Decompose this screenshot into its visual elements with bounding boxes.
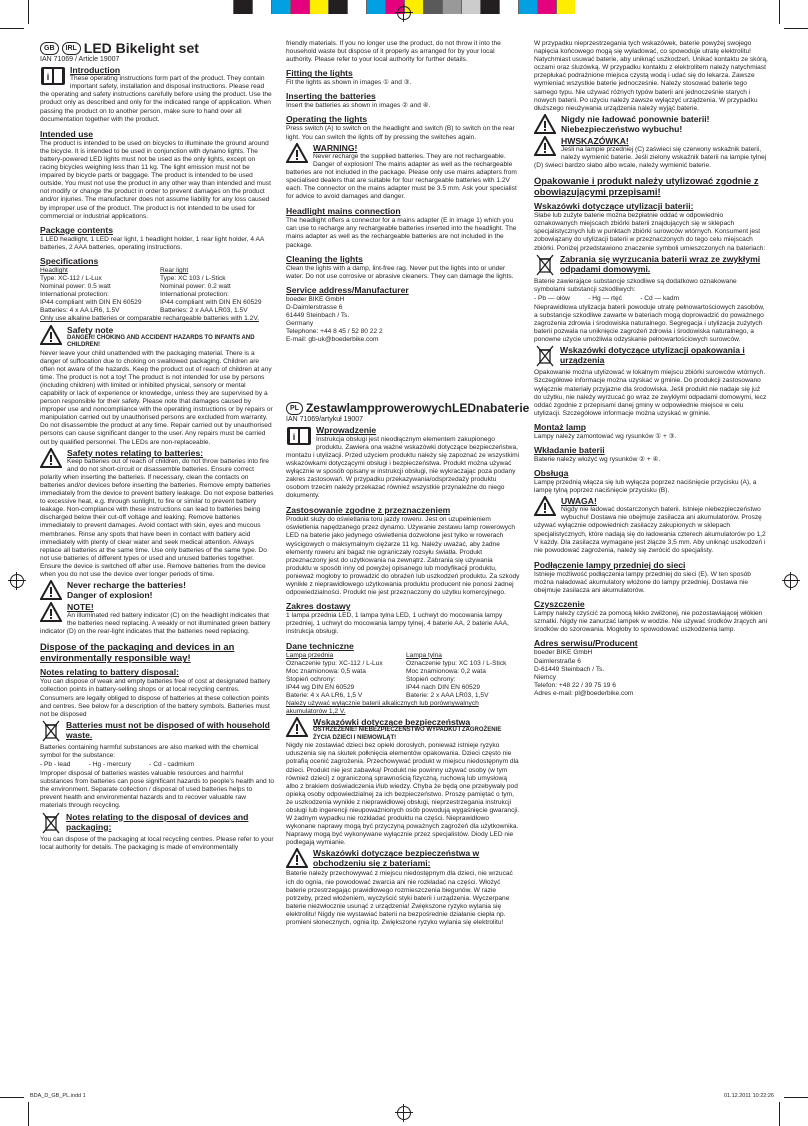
polish-article-number: IAN 71069/artykuł 19007 <box>286 416 364 424</box>
spec-line: Stopień ochrony: <box>286 675 336 683</box>
introduction-heading: Introduction <box>70 65 121 76</box>
wskazowki-bezpieczenstwa-heading: Wskazówki dotyczące bezpieczeństwa <box>313 717 471 728</box>
registration-mark-bottom <box>397 1106 411 1120</box>
column-english-1 <box>40 40 274 853</box>
color-swatch <box>271 0 290 14</box>
safety-note-heading: Safety note <box>67 324 114 335</box>
spec-line: Baterie: 2 x AAA LR03, 1,5V <box>406 691 489 699</box>
operating-heading: Operating the lights <box>286 114 368 125</box>
country-badge-gb: GB <box>40 42 59 55</box>
opakowanie-heading: Opakowanie i produkt należy utylizować zgodnie z obowiązującymi przepisami! <box>534 175 759 198</box>
intended-use-text: The product is intended to be used on bicycles to illuminate the ground around the bicycle. It is intended to be used in conjunction with dynamo lights. The battery-powered LED lights must not be used as the only lights, except on racing bicycles weighing less than 11 kg. The light emission must not be impaired by bicycle parts or baggage. The product is intended to be used outside. You must not use the product in any other way than intended and must not modify or change the product in order to prevent damages on the product and/or injuries. The manufacturer does not assume liability for any loss caused by improper use of the product. The product is not intended to be used for commercial or industrial applications. <box>40 139 271 220</box>
color-swatch <box>309 0 328 14</box>
utylizacja-baterii-text: Słabe lub zużyte baterie można bezpłatnie oddać w odpowiednio oznakowanych miejscach zbiórki baterii znajdujących się w sklepach specjalistycznych lub w punktach zbiórki surowców wtórnych. Konsument jest zobowiązany do utylizacji baterii w przeznaczonych do tego celu miejscach zbiórki. Poniżej przedstawiono znaczenie symboli umieszczonych na bateriach: <box>534 212 766 252</box>
service-address <box>286 296 520 345</box>
adres-serwisu-heading: Adres serwisu/Producent <box>534 638 638 649</box>
montaz-text: Lampy należy zamontować wg rysunków ① + ③. <box>534 432 677 440</box>
svg-text:i: i <box>46 72 50 83</box>
household-waste-text: Batteries containing harmful substances are also marked with the chemical symbol for the substance: <box>40 743 259 759</box>
spec-line: Stopień ochrony: <box>406 675 456 683</box>
crop-mark <box>28 0 29 24</box>
address-line: D-Daimlerstrasse 6 <box>286 303 343 311</box>
crop-mark <box>0 28 24 29</box>
crop-mark <box>28 1102 29 1126</box>
podlaczenie-heading: Podłączenie lampy przedniej do sieci <box>534 559 686 570</box>
intended-use-heading: Intended use <box>40 128 94 139</box>
polish-title <box>286 400 530 416</box>
address-line: Telefon: +48 22 / 39 75 19 6 <box>534 681 616 689</box>
address-line: Germany <box>286 320 314 328</box>
address-line: boeder BIKE GmbH <box>534 649 593 657</box>
safety-note-text: Never leave your child unattended with the packaging material. There is a danger of suffocation due to choking on swallowed packaging. Children are often not aware of the hazards. Keep the product out of reach of children at any time. The product is not a toy! The product is not intended for use by persons (including children) with limited or inhibited physical, sensory or mental capability or lack of experience or knowledge, unless they are supervised by a person responsible for their safety. Please note that damages caused by improper use and noncompliance with the operating instructions or by repairs or manipulation carried out by unauthorised persons are excluded from warranty. Do not disassemble the product at any time. Repair carried out by unauthorised persons can cause significant danger to the user. Any repairs must be carried out by qualified personnel. The LEDs are non-replaceable. <box>40 349 273 446</box>
operating-text: Press switch (A) to switch on the headlight and switch (B) to switch on the rear light. You can switch the lights off by pressing the switches again. <box>286 125 515 141</box>
warning-triangle-icon <box>40 325 62 345</box>
czyszczenie-text: Lampy należy czyścić za pomocą lekko zwilżonej, nie pozostawiającej włókien szmatki. Nigdy nie zanurzać lampek w wodzie. Nie używać środków żrących ani środków do szorowania. Mogłoby to spowodować uszkodzenia lamp. <box>534 610 768 634</box>
country-badge-irl: IRL <box>62 42 81 55</box>
nieprawidlowa-utylizacja-text: Nieprawidłowa utylizacja baterii powoduje utratę pełnowartościowych zasobów, a substancje szkodliwe zawarte w bateriach mogą doprowadzić do poważnego zagrożenia zdrowia i środowiska naturalnego. Segregacja i utylizacja zużytych baterii pozwala na uniknięcie zagrożeń zdrowia i środowiska naturalnego, a ponowne użycie umożliwia odzyskanie pełnowartościowych surowców. <box>534 303 765 344</box>
crossed-bin-icon <box>536 254 554 276</box>
manual-book-icon <box>40 65 66 87</box>
introduction-text: These operating instructions form part of the product. They contain important safety, installation and disposal instructions. Please read the operating and safety instructions carefully before using the product. Use the product only as described and only for the indicated range of application. When passing the product on to another person, make sure to hand over all documentation together with the product. <box>40 75 272 123</box>
cleaning-heading: Cleaning the lights <box>286 253 363 264</box>
package-contents-text: 1 LED headlight, 1 LED rear light, 1 headlight holder, 1 rear light holder, 4 AA batteries, 2 AAA batteries, operating instructions. <box>40 235 264 251</box>
color-swatch <box>518 0 537 14</box>
wprowadzenie-heading: Wprowadzenie <box>316 425 377 436</box>
warning-triangle-icon <box>534 136 556 156</box>
color-swatch <box>347 0 366 14</box>
registration-mark-top <box>397 6 411 20</box>
note-text: An illuminated red battery indicator (C) on the headlight indicates that the batteries need replacing. A weakly or not illuminated green battery indicator (D) on the rear-light indicates that the batteries need replacing. <box>40 612 271 636</box>
chemical-symbols-pl: - Pb — ołów - Hg — rtęć - Cd — kadm <box>534 294 680 302</box>
mains-connection-heading: Headlight mains connection <box>286 206 401 217</box>
column-polish-2 <box>534 40 768 698</box>
address-line: D-61449 Steinbach / Ts. <box>534 665 605 673</box>
spec-lampa-tylna <box>406 652 520 701</box>
color-swatch <box>366 0 385 14</box>
color-swatch <box>480 0 499 14</box>
address-line: Telephone: +44 8 45 / 52 80 22 2 <box>286 328 383 336</box>
dane-note: Należy używać wyłącznie baterii alkalicznych lub porównywalnych akumulatorów 1,2 V. <box>286 700 479 716</box>
adres-serwisu <box>534 649 768 698</box>
crop-mark <box>784 28 808 29</box>
color-swatch <box>499 0 518 14</box>
zakres-dostawy-heading: Zakres dostawy <box>286 601 351 612</box>
zastosowanie-heading: Zastosowanie zgodne z przeznaczeniem <box>286 505 451 516</box>
recharge-warning-line1: Never recharge the batteries! <box>67 580 186 591</box>
dane-techniczne-heading: Dane techniczne <box>286 640 354 651</box>
uwaga-heading: UWAGA! <box>561 496 597 507</box>
spec-line: Type: XC-112 / L-Lux <box>40 274 102 282</box>
recharge-warning-line2: Danger of explosion! <box>67 590 153 601</box>
crop-mark <box>779 0 780 24</box>
wskazowka-heading: HWSKAZÓWKA! <box>561 135 629 146</box>
battery-disposal-text: You can dispose of weak and empty batteries free of cost at designated battery collection points in battery-selling shops or at local recycling centres. Consumers are legally obliged to dispose of batteries at these collection points and centres. See below for a description of the battery symbols. Batteries must not be disposed <box>40 678 271 718</box>
note-heading: NOTE! <box>67 602 94 613</box>
spec-rearlight <box>160 267 274 316</box>
mains-connection-text: The headlight offers a connector for a mains adapter (E in image 1) which you can use to recharge any rechargeable batteries inserted into the headlight. The mains adapter as well as the rechargeable batteries are not included in the package. <box>286 217 517 249</box>
spec-line: IP44 compliant with DIN EN 60529 <box>40 299 142 307</box>
title-text: LED Bikelight set <box>83 40 199 56</box>
spec-line: Oznaczenie typu: XC 103 / L-Stick <box>406 659 507 667</box>
crossed-bin-icon <box>536 345 554 367</box>
spec-line: Baterie: 4 x AA LR6, 1,5 V <box>286 691 363 699</box>
battery-safety-text: Keep batteries out of reach of children, do not throw batteries into fire and do not short-circuit or disassemble batteries. Ensure correct polarity when inserting the batteries. If necessary, clean the contacts on batteries and/or devices before inserting the batteries. Remove empty batteries immediately from the device to prevent battery leakage. Do not expose batteries to excessive heat, e.g. through sunlight, to fire or similar to prevent battery leakage. Non-compliance with these instructions can lead to batteries being discharged below their cut-off voltage and leaking. Remove batteries immediately to prevent damages. Avoid contact with skin, eyes and mucous membranes. Rinse any spots that have been in contact with battery acid immediately with plenty of clear water and seek medical attention. Always replace all batteries at the same time. Use only batteries of the same type. Do not use batteries of different types or used and unused batteries together. Ensure the device is switched off after use. Remove batteries from the device when you do not use the device over longer periods of time. <box>40 457 274 578</box>
column-english-polish <box>286 40 530 928</box>
obsluga-heading: Obsługa <box>534 468 569 479</box>
country-badge-pl: PL <box>286 402 303 415</box>
spec-headlight <box>40 267 154 316</box>
footer-timestamp: 01.12.2011 10:22:26 <box>723 1093 774 1099</box>
disposal-heading: Dispose of the packaging and devices in an environmentally responsible way! <box>40 641 235 664</box>
warning-triangle-icon <box>534 114 556 134</box>
color-swatch <box>556 0 575 14</box>
zabrania-text: Baterie zawierające substancje szkodliwe są dodatkowo oznakowane symbolami substancji szkodliwych: <box>534 277 737 293</box>
safety-note-subheading: DANGER! CHOKING AND ACCIDENT HAZARDS TO INFANTS AND CHILDREN! <box>67 334 255 349</box>
spec-lampa-przednia <box>286 652 400 701</box>
spec-line: IP44 compliant with DIN EN 60529 <box>160 299 262 307</box>
spec-line: IP44 wg DIN EN 60529 <box>286 683 355 691</box>
wskazowki-bezpieczenstwa-subheading: OSTRZEŻENIE! NIEBEZPIECZEŃSTWO WYPADKU I ZAGROŻENIE ŻYCIA DZIECI I NIEMOWLĄT! <box>313 727 502 741</box>
color-swatch <box>461 0 480 14</box>
page-title <box>40 40 274 56</box>
address-line: boeder BIKE GmbH <box>286 295 345 303</box>
address-line: 61449 Steinbach / Ts. <box>286 311 350 319</box>
wskazowki-bezpieczenstwa-text: Nigdy nie zostawiać dzieci bez opieki dorosłych, ponieważ istnieje ryzyko uduszenia się na skutek połknięcia elementów opakowania. Dzieci często nie potrafią ocenić zagrożenia. Przechowywać produkt w miejscu niedostępnym dla dzieci. Produkt nie jest zabawką! Produkt nie powinny używać osoby (w tym również dzieci) z ograniczoną sprawnością fizyczną, ruchową lub umysłową albo z brakiem doświadczenia i/lub wiedzy. Chyba że będą one przebywały pod opieką osoby odpowiedzialnej za ich bezpieczeństwo. Proszę pamiętać o tym, że uszkodzenia wynikłe z nieprawidłowej obsługi, nieprzestrzegania instrukcji obsługi lub ingerencji nieupoważnionych osób powodują wygaśnięcie gwarancji. W żadnym wypadku nie rozkładać produktu na części. Nieprawidłowo wykonane naprawy mogą być przyczyną poważnych zagrożeń dla użytkownika. Naprawy mogą być wykonywane wyłącznie przez specjalistów. Diody LED nie podlegają wymianie. <box>286 742 520 847</box>
polish-title-text: ZestawlampprowerowychLEDnabaterie <box>305 401 530 416</box>
household-waste-heading: Batteries must not be disposed of with household waste. <box>66 719 270 740</box>
address-line: Niemcy <box>534 673 556 681</box>
nie-ladowac-line2: Niebezpieczeństwo wybuchu! <box>561 123 683 134</box>
specifications-table <box>40 267 274 316</box>
wprowadzenie-text: Instrukcja obsługi jest nieodłącznym elementem zakupionego produktu. Zawiera ona ważne wskazówki dotyczące bezpieczeństwa, montażu i utylizacji. Przed użyciem produktu należy się zapoznać ze wszystkimi wskazówkami dotyczącymi obsługi i bezpieczeństwa. Produkt można używać wyłącznie w sposób opisany w instrukcji obsługi, nie wykraczając poza podany zakres zastosowań. W przypadku przekazywania/odsprzedaży produktu osobom trzecim należy przekazać również wszystkie przynależne do niego dokumenty. <box>286 435 520 500</box>
spec-line: Oznaczenie typu: XC-112 / L-Lux <box>286 659 383 667</box>
warning-triangle-icon <box>40 602 62 622</box>
spec-line: Lampa przednia <box>286 651 334 659</box>
footer-file-name: BDA_D_GB_PL.indd 1 <box>30 1093 86 1099</box>
svg-text:i: i <box>292 432 296 443</box>
baterie-bezpieczenstwo-heading: Wskazówki dotyczące bezpieczeństwa w obchodzeniu się z bateriami: <box>313 848 480 869</box>
inserting-text: Insert the batteries as shown in images ② and ④. <box>286 102 431 110</box>
battery-disposal-heading: Notes relating to battery disposal: <box>40 667 179 678</box>
czyszczenie-heading: Czyszczenie <box>534 599 585 610</box>
crossed-bin-icon <box>42 812 60 834</box>
chemical-symbols: - Pb - lead - Hg - mercury - Cd - cadmium <box>40 761 195 768</box>
spec-line: International protection: <box>160 291 229 299</box>
improper-disposal-text: Improper disposal of batteries wastes valuable resources and harmful substances from batteries can pose significant hazards to people's health and to the environment. Separate collection / disposal of used batteries helps to prevent health and environmental hazards and to recover valuable raw materials through recycling. <box>40 770 275 810</box>
package-contents-heading: Package contents <box>40 224 114 235</box>
service-address-heading: Service address/Manufacturer <box>286 284 409 295</box>
warning-triangle-icon <box>286 717 308 737</box>
wkladanie-heading: Wkładanie baterii <box>534 445 605 455</box>
address-line: E-mail: gb-uk@boederbike.com <box>286 336 379 344</box>
wskazowka-text: Jeśli na lampie przedniej (C) zaświeci się czerwony wskaźnik baterii, należy wymienić baterie. Jeśli zielony wskaźnik baterii na lampie tylnej (D) świeci bardzo słabo albo wcale, należy wymienić baterie. <box>534 145 767 170</box>
crossed-bin-icon <box>42 720 60 742</box>
wkladanie-text: Baterie należy włożyć wg rysunków ② + ④. <box>534 456 661 463</box>
color-swatch <box>252 0 271 14</box>
warning-triangle-icon <box>534 496 556 516</box>
warning-text: Never recharge the supplied batteries. They are not rechargeable. Danger of explosion! The mains adapter as well as the rechargeable batteries are not included in the package. Please only use mains adapters from specialised dealers that are suitable for four rechargeable batteries with 1.2V each. The connector on the mains adapter must be 3.5 mm. Ask your specialist for advice to avoid damages and danger. <box>286 152 517 201</box>
address-line: Adres e-mail: pl@boederbike.com <box>534 689 634 697</box>
baterie-continued-text: W przypadku nieprzestrzegania tych wskazówek, baterie powyżej swojego napięcia końcowego mogą się wyładować, co spowoduje utratę elektrolitu! Natychmiast usuwać baterie, aby uniknąć uszkodzeń. Unikać kontaktu ze skórą, oczami oraz śluzówką. W przypadku kontaktu z elektrolitem należy natychmiast przepłukać podrażnione miejsca czystą wodą i udać się do lekarza. Zawsze wymieniać wszystkie baterie jednocześnie. Należy stosować baterie tego samego typu. Nie używać różnych typów baterii ani jednocześnie starych i nowych baterii. Po użyciu należy zawsze wyłączyć urządzenia. W przypadku dłuższego nieużywania urządzenia należy wyjąć baterie. <box>534 40 768 112</box>
spec-note: Only use alkaline batteries or comparable rechargeable batteries with 1.2V. <box>40 315 259 323</box>
dane-techniczne-table <box>286 652 520 701</box>
utylizacja-baterii-heading: Wskazówki dotyczące utylizacji baterii: <box>534 201 694 212</box>
spec-line: IP44 nach DIN EN 60529 <box>406 683 481 691</box>
spec-line: Type: XC 103 / L-Stick <box>160 274 226 282</box>
crop-mark <box>779 1102 780 1126</box>
address-line: Daimlerstraße 6 <box>534 657 581 665</box>
battery-safety-heading: Safety notes relating to batteries: <box>67 447 204 458</box>
spec-line: Nominal power: 0.2 watt <box>160 283 231 291</box>
color-swatch <box>442 0 461 14</box>
registration-mark-right <box>784 574 798 588</box>
cleaning-text: Clean the lights with a damp, lint-free rag. Never put the lights into or under water. Do not use corrosive or abrasive cleaners. They can damage the lights. <box>286 264 514 280</box>
podlaczenie-text: Istnieje możliwość podłączenia lampy przedniej do sieci (E). W ten sposób można naładować akumulatory włożone do lampy przedniej. Dostawa nie obejmuje zasilacza ani akumulatorów. <box>534 570 751 595</box>
spec-line: Moc znamionowa: 0,5 wata <box>286 667 366 675</box>
device-disposal-text: You can dispose of the packaging at local recycling centres. Please refer to your local authority for details. The packaging is made of environmentally <box>40 835 274 851</box>
nie-ladowac-line1: Nigdy nie ładować ponownie baterii! <box>561 113 710 124</box>
crop-mark <box>0 1097 24 1098</box>
specifications-heading: Specifications <box>40 255 99 266</box>
warning-triangle-icon <box>286 143 308 163</box>
uwaga-text: Nigdy nie ładować dostarczonych baterii. Istnieje niebezpieczeństwo wybuchu! Dostawa nie obejmuje zasilacza ani akumulatorów. Proszę używać wyłącznie odpowiednich zasilaczy zakupionych w sklepach specjalistycznych, które nadają się do ładowania czterech akumulatorów po 1,2 V każdy. Dla zasilacza wymagane jest złącze 3,5 mm. Aby uniknąć uszkodzeń i nie powodować zagrożenia, należy się zwrócić do specjalisty. <box>534 506 766 554</box>
registration-mark-left <box>10 574 24 588</box>
warning-heading: WARNING! <box>313 142 358 153</box>
zakres-dostawy-text: 1 lampa przednia LED, 1 lampa tylna LED, 1 uchwyt do mocowania lampy przedniej, 1 uchwyt do mocowania lampy tylnej, 4 baterie AA, 2 baterie AAA, instrukcja obsługi. <box>286 612 509 636</box>
spec-line: Rear light <box>160 266 189 274</box>
spec-line: Headlight <box>40 266 68 274</box>
zastosowanie-text: Produkt służy do oświetlania toru jazdy roweru. Jest on uzupełnieniem oświetlenia napędzanego przez dynamo. Używanie zestawu lamp rowerowych LED na baterie jako jedynego oświetlenia dozwolone jest tylko w rowerach wyścigowych o maksymalnym ciężarze 11 kg. Należy uważać, aby żadne elementy roweru ani bagaż nie ograniczały rozsyłu światła. Produkt przeznaczony jest do użytkowania na zewnątrz. Zabrania się używania produktu w sposób inny od powyżej opisanego lub modyfikacji produktu, ponieważ mogłoby to prowadzić do obrażeń lub uszkodzeń produktu. Za szkody wynikłe z nieprawidłowego użytkowania produktu producent nie ponosi żadnej odpowiedzialności. Produkt nie jest przeznaczony do użytku komercyjnego. <box>286 516 520 597</box>
crop-mark <box>784 1097 808 1098</box>
fitting-text: Fit the lights as shown in images ① and ③. <box>286 79 412 87</box>
spec-line: Nominal power: 0.5 watt <box>40 283 111 291</box>
warning-triangle-icon <box>286 848 308 868</box>
inserting-heading: Inserting the batteries <box>286 91 376 102</box>
color-swatch <box>537 0 556 14</box>
color-swatch <box>328 0 347 14</box>
article-number: IAN 71069 / Article 19007 <box>40 56 120 63</box>
spec-line: Lampa tylna <box>406 651 442 659</box>
zabrania-heading: Zabrania się wyrzucania baterii wraz ze zwykłymi odpadami domowymi. <box>560 253 761 274</box>
color-swatch <box>290 0 309 14</box>
color-swatch <box>423 0 442 14</box>
device-disposal-heading: Notes relating to the disposal of devices and packaging: <box>66 811 249 832</box>
manual-book-icon <box>286 425 312 447</box>
spec-line: International protection: <box>40 291 109 299</box>
utylizacja-opakowania-text: Opakowanie można utylizować w lokalnym miejscu zbiórki surowców wtórnych. Szczegółowe informacje można uzyskać w gminie. Do produkcji zastosowano wyłącznie materiały przyjazne dla środowiska. Jeśli produkt nie nadaje się już do użytku, nie należy wyrzucać go wraz ze zwykłymi odpadami domowymi, lecz oddać zgodnie z przepisami danej gminy w odpowiednie miejsce w celu utylizacji. Szczegółowe informacje można uzyskać w gminie. <box>534 369 767 417</box>
disposal-continued-text: friendly materials. If you no longer use the product, do not throw it into the household waste but dispose of it properly as arranged for by your local authority. Please refer to your local authority for further details. <box>286 40 501 64</box>
baterie-bezpieczenstwo-text: Baterie należy przechowywać z miejscu niedostępnym dla dzieci, nie wrzucać ich do ognia, nie powodować zwarcia ani nie rozkładać na części. Włożyć baterie przestrzegając prawidłowego rozmieszczenia biegunów. W razie potrzeby, przed włożeniem, wyczyścić styki baterii i urządzenia. Wyczerpane baterie niezwłocznie usunąć z urządzenia! Zwiększone ryzyko wylania się elektrolitu! Nigdy nie wystawiać baterii na bezpośrednie działanie ciepła np. promieni słonecznych, ognia itp. Zwiększone ryzyko wylania się elektrolitu! <box>286 870 513 927</box>
color-swatch <box>233 0 252 14</box>
obsluga-text: Lampę przednią włącza się lub wyłącza poprzez naciśnięcie przycisku (A), a lampę tylną poprzez naciśnięcie przycisku (B). <box>534 479 757 495</box>
spec-line: Batteries: 4 x AA LR6, 1.5V <box>40 307 120 315</box>
spec-line: Batteries: 2 x AAA LR03, 1.5V <box>160 307 248 315</box>
utylizacja-opakowania-heading: Wskazówki dotyczące utylizacji opakowania i urządzenia <box>560 345 745 366</box>
warning-triangle-icon <box>40 580 62 600</box>
montaz-heading: Montaż lamp <box>534 421 587 432</box>
warning-triangle-icon <box>40 448 62 468</box>
fitting-heading: Fitting the lights <box>286 68 353 79</box>
spec-line: Moc znamionowa: 0,2 wata <box>406 667 486 675</box>
